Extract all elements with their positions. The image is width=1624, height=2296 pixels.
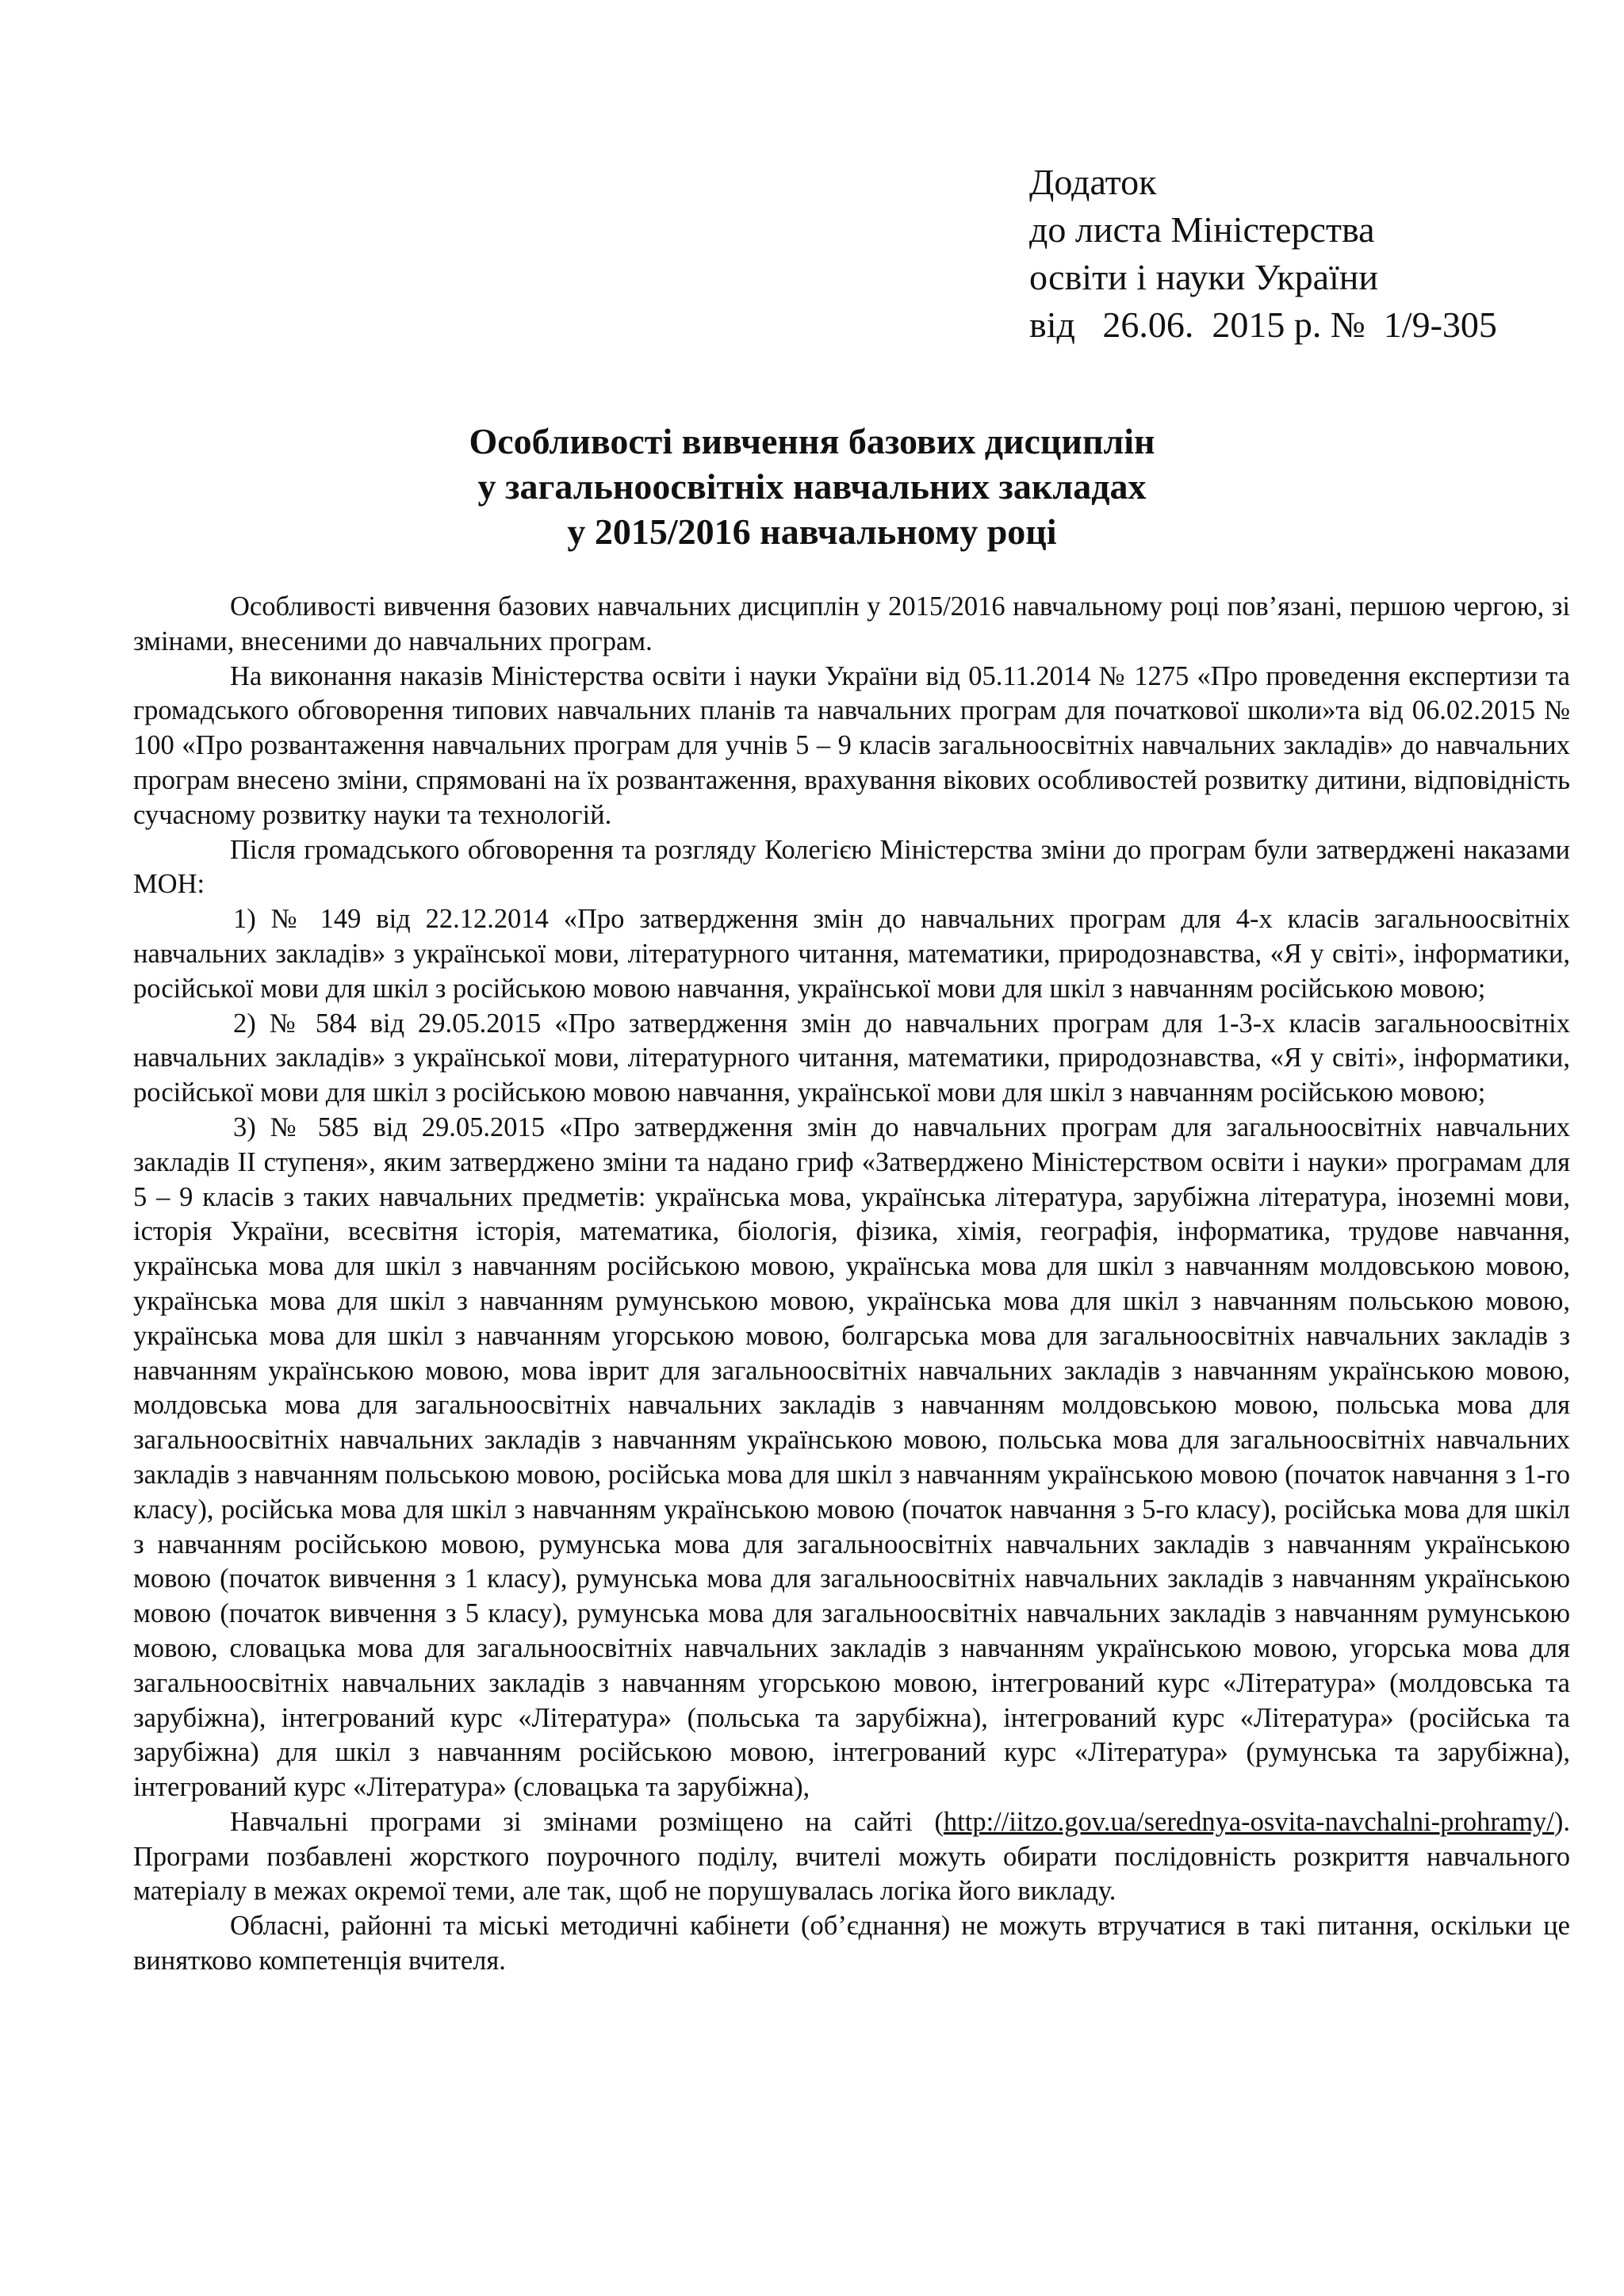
appendix-header bbox=[1029, 159, 1584, 349]
paragraph-approval: Після громадського обговорення та розгляду Колегією Міністерства зміни до програм були затверджені наказами МОН: bbox=[133, 834, 1570, 900]
list-item-order-585: 3) № 585 від 29.05.2015 «Про затвердження змін до навчальних програм для загальноосвітніх навчальних закладів ІІ ступеня», яким затверджено зміни та надано гриф «Затверджено Міністерством освіти і науки» програмам для 5 – 9 класів з таких навчальних предметів: українська мова, українська література, зарубіжна література, іноземні мови, історія України, всесвітня історія, математика, біологія, фізика, хімія, географія, інформатика, трудове навчання, українська мова для шкіл з навчанням російською мовою, українська мова для шкіл з навчанням молдовською мовою, українська мова для шкіл з навчанням румунською мовою, українська мова для шкіл з навчанням польською мовою, українська мова для шкіл з навчанням угорською мовою, болгарська мова для загальноосвітніх навчальних закладів з навчанням українською мовою, мова іврит для загальноосвітніх навчальних закладів з навчанням українською мовою, молдовська мова для загальноосвітніх навчальних закладів з навчанням молдовською мовою, польська мова для загальноосвітніх навчальних закладів з навчанням українською мовою, польська мова для загальноосвітніх навчальних закладів з навчанням польською мовою, російська мова для шкіл з навчанням українською мовою (початок навчання з 1-го класу), російська мова для шкіл з навчанням українською мовою (початок навчання з 5-го класу), російська мова для шкіл з навчанням російською мовою, румунська мова для загальноосвітніх навчальних закладів з навчанням українською мовою (початок вивчення з 1 класу), румунська мова для загальноосвітніх навчальних закладів з навчанням українською мовою (початок вивчення з 5 класу), румунська мова для загальноосвітніх навчальних закладів з навчанням румунською мовою, словацька мова для загальноосвітніх навчальних закладів з навчанням українською мовою, угорська мова для загальноосвітніх навчальних закладів з навчанням угорською мовою, інтегрований курс «Література» (молдовська та зарубіжна), інтегрований курс «Література» (польська та зарубіжна), інтегрований курс «Література» (російська та зарубіжна) для шкіл з навчанням російською мовою, інтегрований курс «Література» (румунська та зарубіжна), інтегрований курс «Література» (словацька та зарубіжна), bbox=[133, 1112, 1570, 1803]
appendix-line-4: від 26.06. 2015 р. № 1/9-305 bbox=[1029, 304, 1497, 345]
title-line-3: у 2015/2016 навчальному році bbox=[567, 511, 1057, 552]
programs-website-link[interactable]: http://iitzo.gov.ua/serednya-osvita-navchalni-prohramy/ bbox=[943, 1806, 1554, 1837]
paragraph-orders: На виконання наказів Міністерства освіти і науки України від 05.11.2014 № 1275 «Про проведення експертизи та громадського обговорення типових навчальних планів та навчальних програм для початкової школи»та від 06.02.2015 № 100 «Про розвантаження навчальних програм для учнів 5 – 9 класів загальноосвітніх навчальних закладів» до навчальних програм внесено зміни, спрямовані на їх розвантаження, врахування вікових особливостей розвитку дитини, відповідність сучасному розвитку науки та технологій. bbox=[133, 660, 1570, 830]
document-title bbox=[119, 419, 1505, 554]
document-body bbox=[133, 590, 1570, 1979]
appendix-line-3: освіти і науки України bbox=[1029, 257, 1379, 297]
list-item-order-149: 1) № 149 від 22.12.2014 «Про затвердження змін до навчальних програм для 4-х класів загальноосвітніх навчальних закладів» з української мови, літературного читання, математики, природознавства, «Я у світі», інформатики, російської мови для шкіл з російською мовою навчання, української мови для шкіл з навчанням російською мовою; bbox=[133, 904, 1570, 1004]
paragraph-website bbox=[133, 1805, 1570, 1909]
appendix-line-1: Додаток bbox=[1029, 162, 1157, 202]
title-line-2: у загальноосвітніх навчальних закладах bbox=[477, 466, 1147, 507]
title-line-1: Особливості вивчення базових дисциплін bbox=[469, 421, 1155, 461]
paragraph-methodical-offices: Обласні, районні та міські методичні кабінети (об’єднання) не можуть втручатися в такі питання, оскільки це винятково компетенція вчителя. bbox=[133, 1911, 1570, 1976]
paragraph-intro: Особливості вивчення базових навчальних дисциплін у 2015/2016 навчальному році пов’язані, першою чергою, зі змінами, внесеними до навчальних програм. bbox=[133, 591, 1570, 656]
website-text-end: ). Програми позбавлені жорсткого поурочного поділу, вчителі можуть обирати послідовність розкриття навчального матеріалу в межах окремої теми, але так, щоб не порушувалась логіка його викладу. bbox=[133, 1806, 1570, 1907]
appendix-line-2: до листа Міністерства bbox=[1029, 209, 1375, 250]
list-item-order-584: 2) № 584 від 29.05.2015 «Про затвердження змін до навчальних програм для 1-3-х класів загальноосвітніх навчальних закладів» з української мови, літературного читання, математики, природознавства, «Я у світі», інформатики, російської мови для шкіл з російською мовою навчання, української мови для шкіл з навчанням російською мовою; bbox=[133, 1008, 1570, 1108]
website-text-start: Навчальні програми зі змінами розміщено на сайті ( bbox=[230, 1806, 944, 1837]
